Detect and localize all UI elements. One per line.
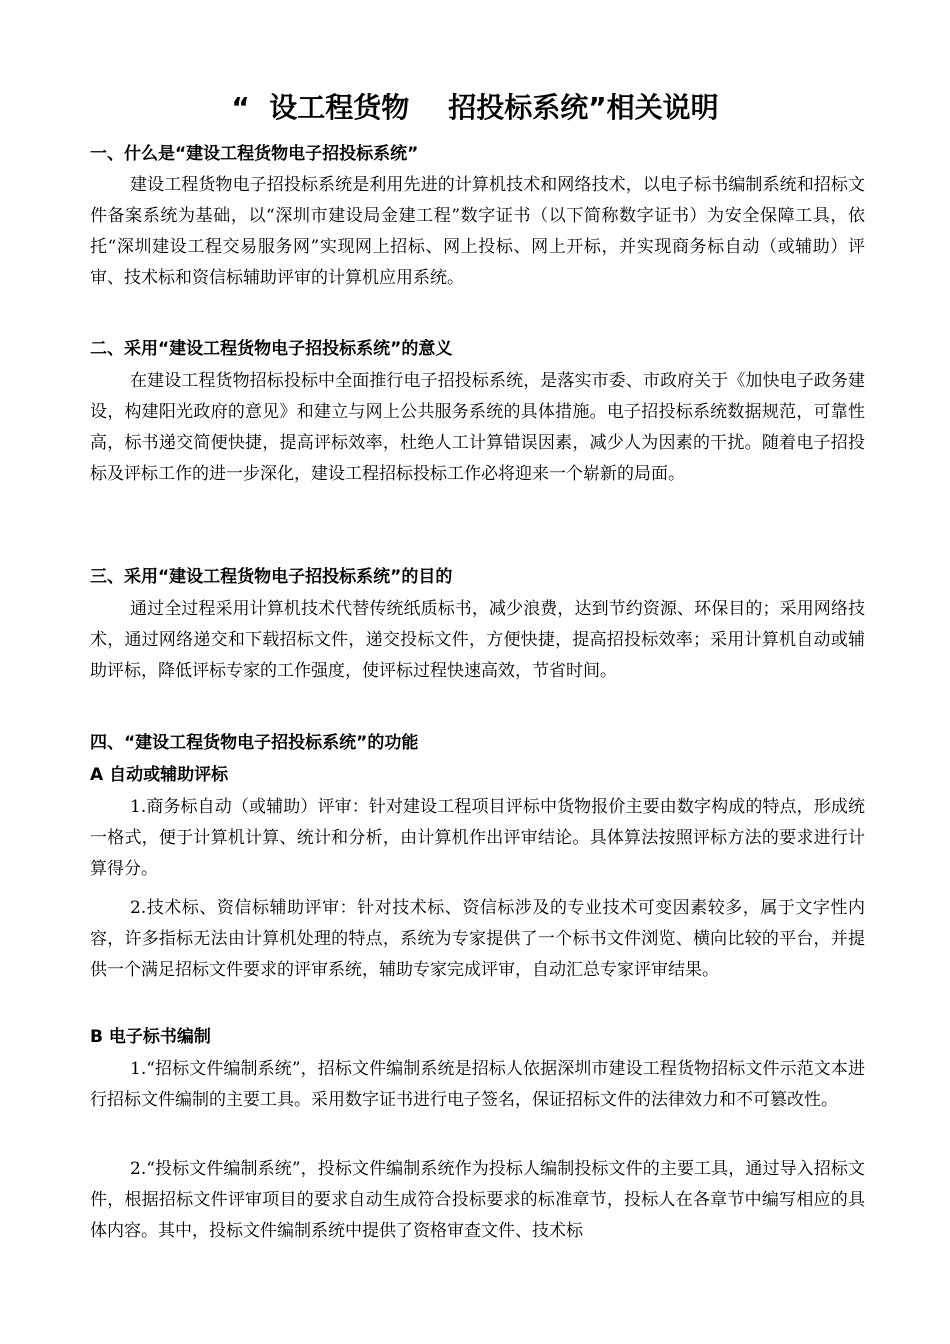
- subsection-b-heading: B 电子标书编制: [90, 1027, 211, 1047]
- section-4-heading: 四、“建设工程货物电子招投标系统”的功能: [90, 733, 419, 753]
- section-2-heading: 二、采用“建设工程货物电子招投标系统”的意义: [90, 339, 453, 359]
- subsection-a-heading: A 自动或辅助评标: [90, 765, 229, 785]
- section-1-heading: 一、什么是“建设工程货物电子招投标系统”: [90, 144, 419, 164]
- section-2-paragraph: 在建设工程货物招标投标中全面推行电子招投标系统，是落实市委、市政府关于《加快电子政务建设，构建阳光政府的意见》和建立与网上公共服务系统的具体措施。电子招投标系统数据规范，可靠性高，标书递交简便快捷，提高评标效率，杜绝人工计算错误因素，减少人为因素的干扰。随着电子招投标及评标工作的进一步深化，建设工程招标投标工作必将迎来一个崭新的局面。: [90, 371, 865, 484]
- section-1-paragraph: 建设工程货物电子招投标系统是利用先进的计算机技术和网络技术，以电子标书编制系统和招标文件备案系统为基础，以“深圳市建设局金建工程”数字证书（以下简称数字证书）为安全保障工具，依托“深圳建设工程交易服务网”实现网上招标、网上投标、网上开标，并实现商务标自动（或辅助）评审、技术标和资信标辅助评审的计算机应用系统。: [90, 175, 865, 288]
- subsection-a-item-2: 2.技术标、资信标辅助评审：针对技术标、资信标涉及的专业技术可变因素较多，属于文字性内容，许多指标无法由计算机处理的特点，系统为专家提供了一个标书文件浏览、横向比较的平台，并提供一个满足招标文件要求的评审系统，辅助专家完成评审，自动汇总专家评审结果。: [90, 898, 865, 980]
- subsection-b-item-1: 1.“招标文件编制系统”，招标文件编制系统是招标人依据深圳市建设工程货物招标文件示范文本进行招标文件编制的主要工具。采用数字证书进行电子签名，保证招标文件的法律效力和不可篡改性。: [90, 1059, 865, 1110]
- document-title: “ 设工程货物 招投标系统”相关说明: [231, 91, 719, 124]
- section-3-heading: 三、采用“建设工程货物电子招投标系统”的目的: [90, 567, 453, 587]
- subsection-a-item-1: 1.商务标自动（或辅助）评审：针对建设工程项目评标中货物报价主要由数字构成的特点，形成统一格式，便于计算机计算、统计和分析，由计算机作出评审结论。具体算法按照评标方法的要求进行计算得分。: [90, 797, 865, 879]
- subsection-b-item-2: 2.“投标文件编制系统”，投标文件编制系统作为投标人编制投标文件的主要工具，通过导入招标文件，根据招标文件评审项目的要求自动生成符合投标要求的标准章节，投标人在各章节中编写相应的具体内容。其中，投标文件编制系统中提供了资格审查文件、技术标: [90, 1159, 865, 1241]
- section-3-paragraph: 通过全过程采用计算机技术代替传统纸质标书，减少浪费，达到节约资源、环保目的；采用网络技术，通过网络递交和下载招标文件，递交投标文件，方便快捷，提高招投标效率；采用计算机自动或辅助评标，降低评标专家的工作强度，使评标过程快速高效，节省时间。: [90, 599, 865, 681]
